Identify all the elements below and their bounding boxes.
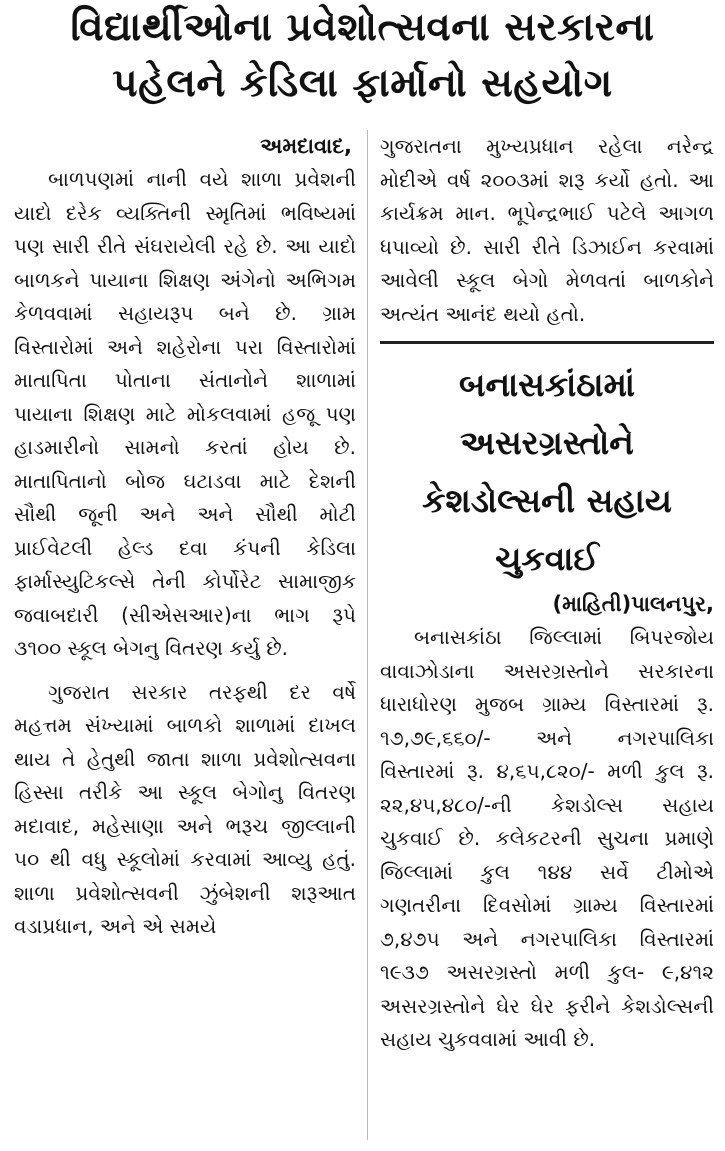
story2-byline: (માહિતી)પાલનપુર, xyxy=(552,592,714,616)
story1-paragraph-2: ગુજરાત સરકાર તરફથી દર વર્ષે મહત્તમ સંખ્યામાં બાળકો શાળામાં દાખલ થાય તે હેતુથી જાતા શાળા પ્રવેશોત્સવના હિસ્સા તરીકે આ સ્કૂલ બેગોનુ વિતરણ મદાવાદ, મહેસાણા અને ભરૂચ જીલ્લાની ૫૦ થી વધુ સ્કૂલોમાં કરવામાં આવ્યુ હતું. શાળા પ્રવેશોત્સવની ઝુંબેશની શરૂઆત વડાપ્રધાન, અને એ સમયે xyxy=(14,679,356,938)
article-column-left xyxy=(14,130,356,944)
story1-continuation: ગુજરાતના મુખ્યપ્રધાન રહેલા નરેન્દ્ર મોદીએ વર્ષ ૨૦૦૩માં શરૂ કર્યો હતો. આ કાર્યક્રમ માન. ભૂપેન્દ્રભાઈ પટેલે આગળ ધપાવ્યો છે. સારી રીતે ડિઝાઈન કરવામાં આવેલી સ્કૂલ બેગો મેળવતાં બાળકોને અત્યંત આનંદ થયો હતો. xyxy=(380,134,714,326)
story2-headline-line-3: કેશડોલ્સની સહાય xyxy=(422,481,672,520)
main-headline xyxy=(0,0,725,128)
article-column-right xyxy=(380,130,714,1057)
story1-paragraph-1: બાળપણમાં નાની વયે શાળા પ્રવેશની યાદો દરેક વ્યક્તિની સ્મૃતિમાં ભવિષ્યમાં પણ સારી રીતે સંઘરાયેલી રહે છે. આ યાદો બાળકને પાયાના શિક્ષણ અંગેનો અભિગમ કેળવવામાં સહાયરૂપ બને છે. ગ્રામ વિસ્તારોમાં અને શહેરોના પરા વિસ્તારોમાં માતાપિતા પોતાના સંતાનોને શાળામાં પાયાના શિક્ષણ માટે મોકલવામાં હજૂ પણ હાડમારીનો સામનો કરતાં હોય છે. માતાપિતાનો બોજ ઘટાડવા માટે દેશની સૌથી જૂની અને અને સૌથી મોટી પ્રાઈવેટલી હેલ્ડ દવા કંપની કેડિલા ફાર્માસ્યુટિકલ્સે તેની કોર્પોરેટ સામાજીક જવાબદારી (સીએસઆર)ના ભાગ રૂપે ૩૧૦૦ સ્કૂલ બેગનુ વિતરણ કર્યુ છે. xyxy=(14,167,356,660)
main-headline-line-1: વિદ્યાર્થીઓના પ્રવેશોત્સવના સરકારના xyxy=(70,5,655,50)
story2-headline-line-4: ચુકવાઈ xyxy=(495,539,599,578)
story2-paragraph-1: બનાસકાંઠા જિલ્લામાં બિપરજોય વાવાઝોડાના અસરગ્રસ્તોને સરકારના ધારાધોરણ મુજબ ગ્રામ્ય વિસ્તારમાં રૂ. ૧૭,૭૯,૬૬૦/- અને નગરપાલિકા વિસ્તારમાં રૂ. ૪,૬૫,૮૨૦/- મળી કુલ રૂ. ૨૨,૪૫,૪૮૦/-ની કેશડોલ્સ સહાય ચુકવાઈ છે. કલેકટરની સુચના પ્રમાણે જિલ્લામાં કુલ ૧૪૪ સર્વે ટીમોએ ગણતરીના દિવસોમાં ગ્રામ્ય વિસ્તારમાં ૭,૪૭૫ અને નગરપાલિકા વિસ્તારમાં ૧૯૩૭ અસરગ્રસ્તો મળી કુલ- ૯,૪૧૨ અસરગ્રસ્તોને ઘેર ઘેર ફરીને કેશડોલ્સની સહાય ચુકવવામાં આવી છે. xyxy=(380,625,714,1051)
story2-headline xyxy=(380,356,714,588)
story1-dateline: અમદાવાદ, xyxy=(260,134,352,158)
story2-headline-line-1: બનાસકાંઠામાં xyxy=(459,365,635,404)
section-divider xyxy=(380,341,714,344)
story2-headline-line-2: અસરગ્રસ્તોને xyxy=(460,423,634,462)
column-divider xyxy=(367,130,368,1140)
main-headline-line-2: પહેલને કેડિલા ફાર્માનો સહયોગ xyxy=(112,61,613,106)
